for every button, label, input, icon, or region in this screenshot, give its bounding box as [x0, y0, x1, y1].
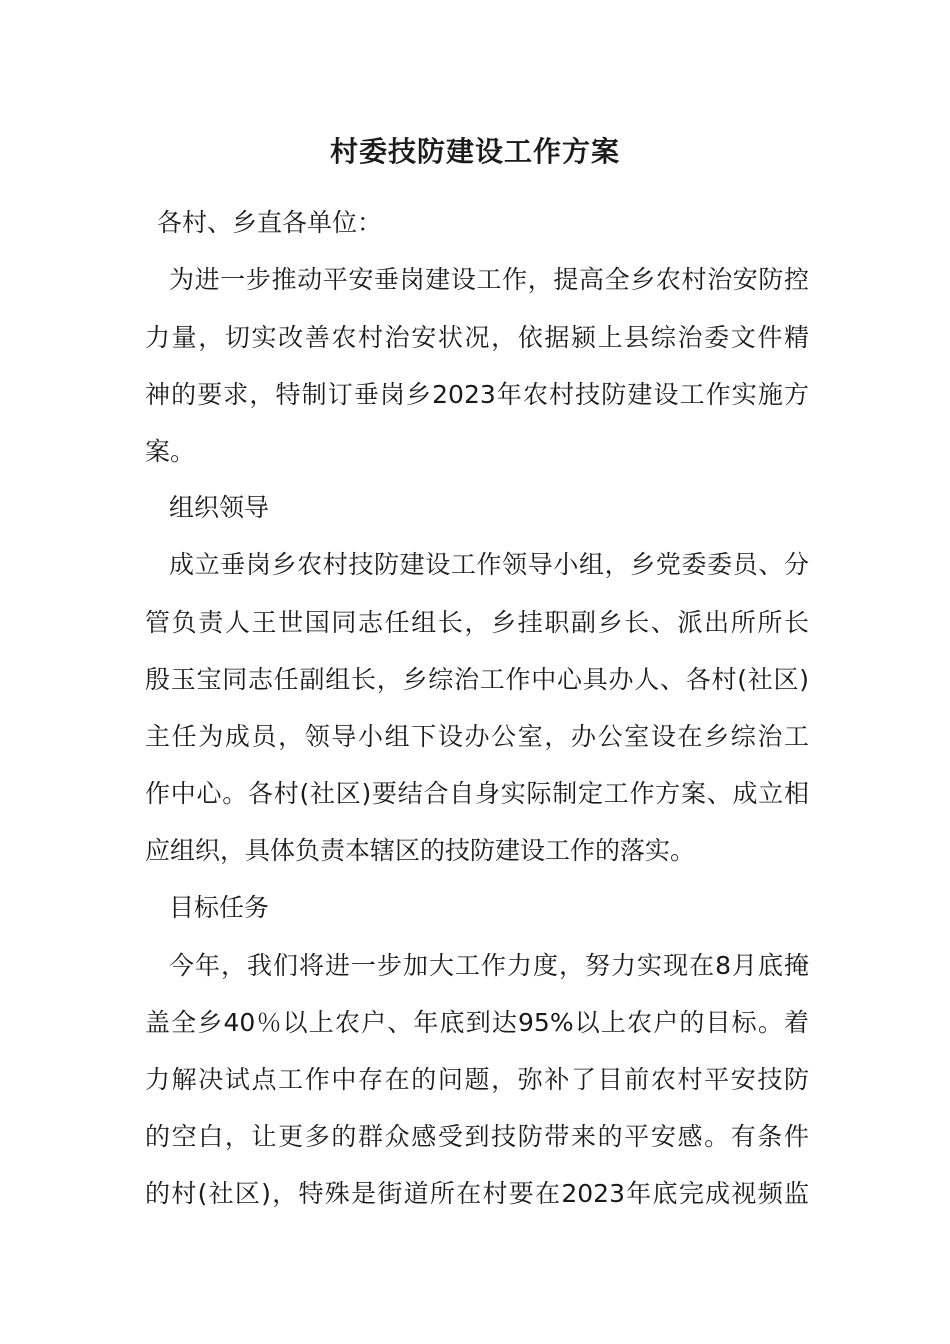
paragraph-line: 案。 [145, 437, 196, 466]
paragraph-line: 今年，我们将进一步加大工作力度，努力实现在8月底掩 [169, 951, 809, 980]
paragraph-line: 成立垂岗乡农村技防建设工作领导小组，乡党委委员、分 [169, 550, 809, 579]
paragraph-line: 盖全乡40％以上农户、年底到达95%以上农户的目标。着 [145, 1008, 809, 1037]
salutation: 各村、乡直各单位： [157, 208, 383, 237]
section-heading-organization: 组织领导 [169, 493, 270, 522]
paragraph-line: 的空白，让更多的群众感受到技防带来的平安感。有条件 [145, 1122, 809, 1151]
paragraph-line: 应组织，具体负责本辖区的技防建设工作的落实。 [145, 836, 696, 865]
paragraph-line: 主任为成员，领导小组下设办公室，办公室设在乡综治工 [145, 722, 809, 751]
section-heading-targets: 目标任务 [169, 893, 270, 922]
paragraph-line: 力量，切实改善农村治安状况，依据颍上县综治委文件精 [145, 323, 809, 352]
document-title: 村委技防建设工作方案 [329, 135, 620, 168]
paragraph-line: 作中心。各村(社区)要结合自身实际制定工作方案、成立相 [145, 779, 809, 808]
paragraph-line: 为进一步推动平安垂岗建设工作，提高全乡农村治安防控 [169, 265, 809, 294]
paragraph-line: 神的要求，特制订垂岗乡2023年农村技防建设工作实施方 [145, 380, 809, 409]
paragraph-line: 力解决试点工作中存在的问题，弥补了目前农村平安技防 [145, 1065, 809, 1094]
paragraph-line: 殷玉宝同志任副组长，乡综治工作中心具办人、各村(社区) [145, 665, 809, 694]
paragraph-line: 管负责人王世国同志任组长，乡挂职副乡长、派出所所长 [145, 608, 809, 637]
paragraph-line: 的村(社区)，特殊是街道所在村要在2023年底完成视频监 [145, 1179, 809, 1208]
